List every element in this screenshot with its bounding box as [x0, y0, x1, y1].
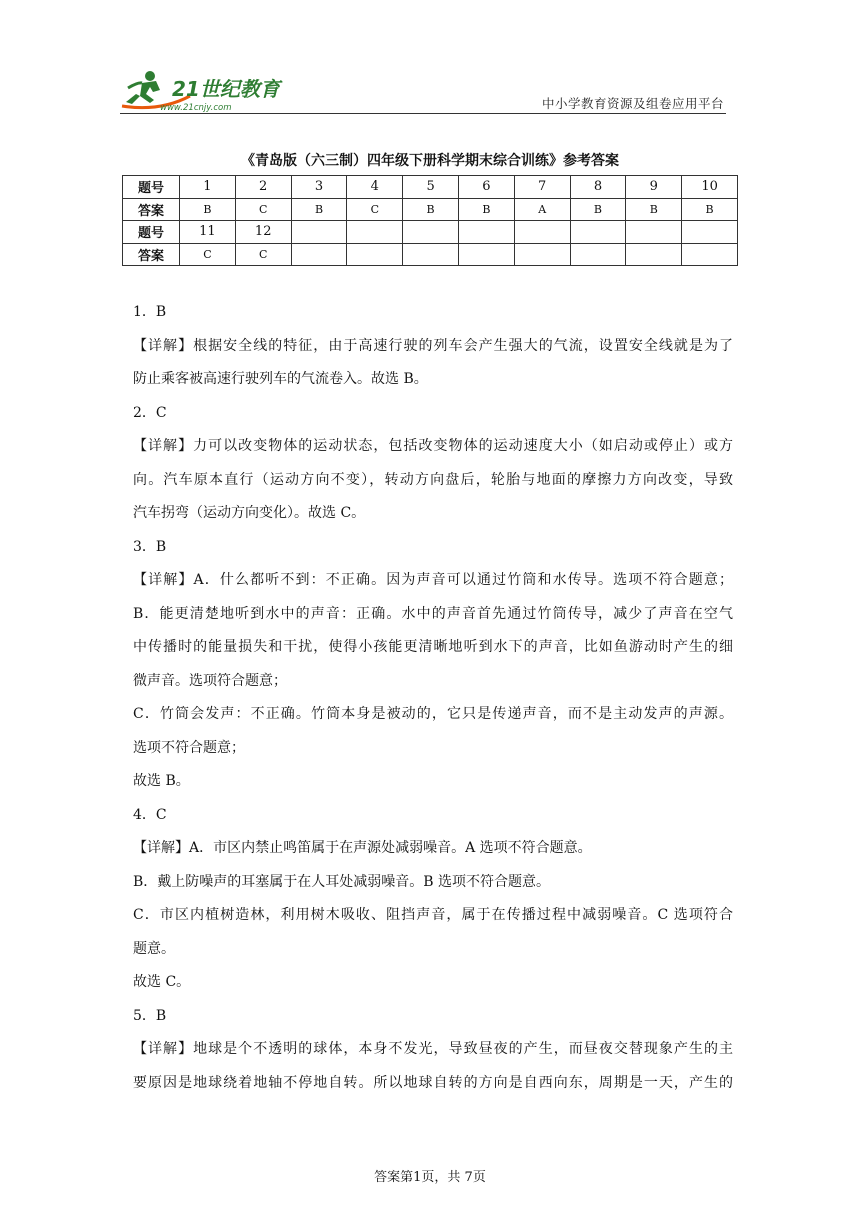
explanation-line: 【详解】A．什么都听不到：不正确。因为声音可以通过竹筒和水传导。选项不符合题意；: [133, 572, 733, 588]
table-cell: B: [291, 198, 347, 221]
row-label-answer: 答案: [123, 243, 180, 266]
question-number: 2．C: [133, 404, 167, 421]
table-cell: 10: [682, 176, 738, 199]
explanation-line: C．市区内植树造林，利用树木吸收、阻挡声音，属于在传播过程中减弱噪音。C 选项符合: [133, 907, 733, 923]
page-header: [120, 64, 726, 116]
table-cell: [626, 221, 682, 244]
table-row-numbers-1: [123, 176, 738, 199]
row-label-number: 题号: [123, 176, 180, 199]
explanation-line: C．竹筒会发声：不正确。竹筒本身是被动的，它只是传递声音，而不是主动发声的声源。: [133, 706, 733, 722]
table-cell: [291, 243, 347, 266]
table-row-answers-2: [123, 243, 738, 266]
explanation-line: 选项不符合题意；: [133, 739, 245, 756]
table-cell: B: [682, 198, 738, 221]
question-number: 3．B: [133, 538, 167, 555]
explanation-line: 防止乘客被高速行驶列车的气流卷入。故选 B。: [133, 371, 428, 387]
explanation-line: B．能更清楚地听到水中的声音：正确。水中的声音首先通过竹筒传导，减少了声音在空气: [133, 605, 733, 622]
table-cell: 6: [458, 176, 514, 199]
table-cell: 7: [514, 176, 570, 199]
explanation-line: 【详解】A．市区内禁止鸣笛属于在声源处减弱噪音。A 选项不符合题意。: [133, 840, 592, 856]
table-cell: [458, 221, 514, 244]
table-cell: 5: [403, 176, 459, 199]
table-cell: [514, 243, 570, 266]
table-cell: 4: [347, 176, 403, 199]
explanation-line: 题意。: [133, 940, 175, 957]
table-cell: [682, 221, 738, 244]
table-cell: C: [235, 243, 291, 266]
table-cell: B: [626, 198, 682, 221]
table-row-answers-1: [123, 198, 738, 221]
explanation-line: 向。汽车原本直行（运动方向不变），转动方向盘后，轮胎与地面的摩擦力方向改变，导致: [133, 471, 733, 488]
table-cell: 9: [626, 176, 682, 199]
question-number: 5．B: [133, 1007, 167, 1024]
table-cell: B: [458, 198, 514, 221]
table-row-numbers-2: [123, 221, 738, 244]
table-cell: [458, 243, 514, 266]
table-cell: [347, 243, 403, 266]
explanation-line: 【详解】力可以改变物体的运动状态，包括改变物体的运动速度大小（如启动或停止）或方: [133, 438, 733, 454]
table-cell: 12: [235, 221, 291, 244]
question-number: 4．C: [133, 806, 167, 823]
platform-name: 中小学教育资源及组卷应用平台: [541, 96, 724, 111]
explanation-line: 中传播时的能量损失和干扰，使得小孩能更清晰地听到水下的声音，比如鱼游动时产生的细: [133, 639, 733, 655]
answer-table: [122, 175, 738, 266]
table-cell: [514, 221, 570, 244]
table-cell: [570, 221, 626, 244]
table-cell: A: [514, 198, 570, 221]
table-cell: C: [180, 243, 236, 266]
explanation-line: 故选 B。: [133, 773, 190, 789]
table-cell: [347, 221, 403, 244]
site-logo: [120, 66, 295, 116]
explanation-line: 故选 C。: [133, 974, 191, 990]
table-cell: [403, 243, 459, 266]
table-cell: 8: [570, 176, 626, 199]
table-cell: B: [570, 198, 626, 221]
explanation-line: 汽车拐弯（运动方向变化）。故选 C。: [133, 505, 366, 521]
page-footer: 答案第1页，共 7页: [374, 1170, 486, 1185]
table-cell: [291, 221, 347, 244]
table-cell: [682, 243, 738, 266]
table-cell: 2: [235, 176, 291, 199]
explanation-line: 【详解】根据安全线的特征，由于高速行驶的列车会产生强大的气流，设置安全线就是为了: [133, 337, 733, 354]
table-cell: [626, 243, 682, 266]
question-number: 1．B: [133, 304, 167, 320]
table-cell: 3: [291, 176, 347, 199]
table-cell: B: [180, 198, 236, 221]
header-divider: [120, 113, 726, 114]
table-cell: [570, 243, 626, 266]
table-cell: 1: [180, 176, 236, 199]
table-cell: 11: [180, 221, 236, 244]
row-label-answer: 答案: [123, 198, 180, 221]
explanation-line: 要原因是地球绕着地轴不停地自转。所以地球自转的方向是自西向东，周期是一天，产生的: [133, 1074, 733, 1091]
table-cell: C: [347, 198, 403, 221]
logo-main-text: 21世纪教育: [172, 77, 280, 101]
logo-url-text: www.21cnjy.com: [160, 103, 232, 113]
row-label-number: 题号: [123, 221, 180, 244]
table-cell: B: [403, 198, 459, 221]
explanation-line: 微声音。选项符合题意；: [133, 672, 287, 689]
table-cell: [403, 221, 459, 244]
table-cell: C: [235, 198, 291, 221]
document-title: 《青岛版（六三制）四年级下册科学期末综合训练》参考答案: [241, 153, 619, 169]
explanations: [133, 296, 733, 1100]
explanation-line: B．戴上防噪声的耳塞属于在人耳处减弱噪音。B 选项不符合题意。: [133, 873, 551, 890]
explanation-line: 【详解】地球是个不透明的球体，本身不发光，导致昼夜的产生，而昼夜交替现象产生的主: [133, 1041, 733, 1057]
